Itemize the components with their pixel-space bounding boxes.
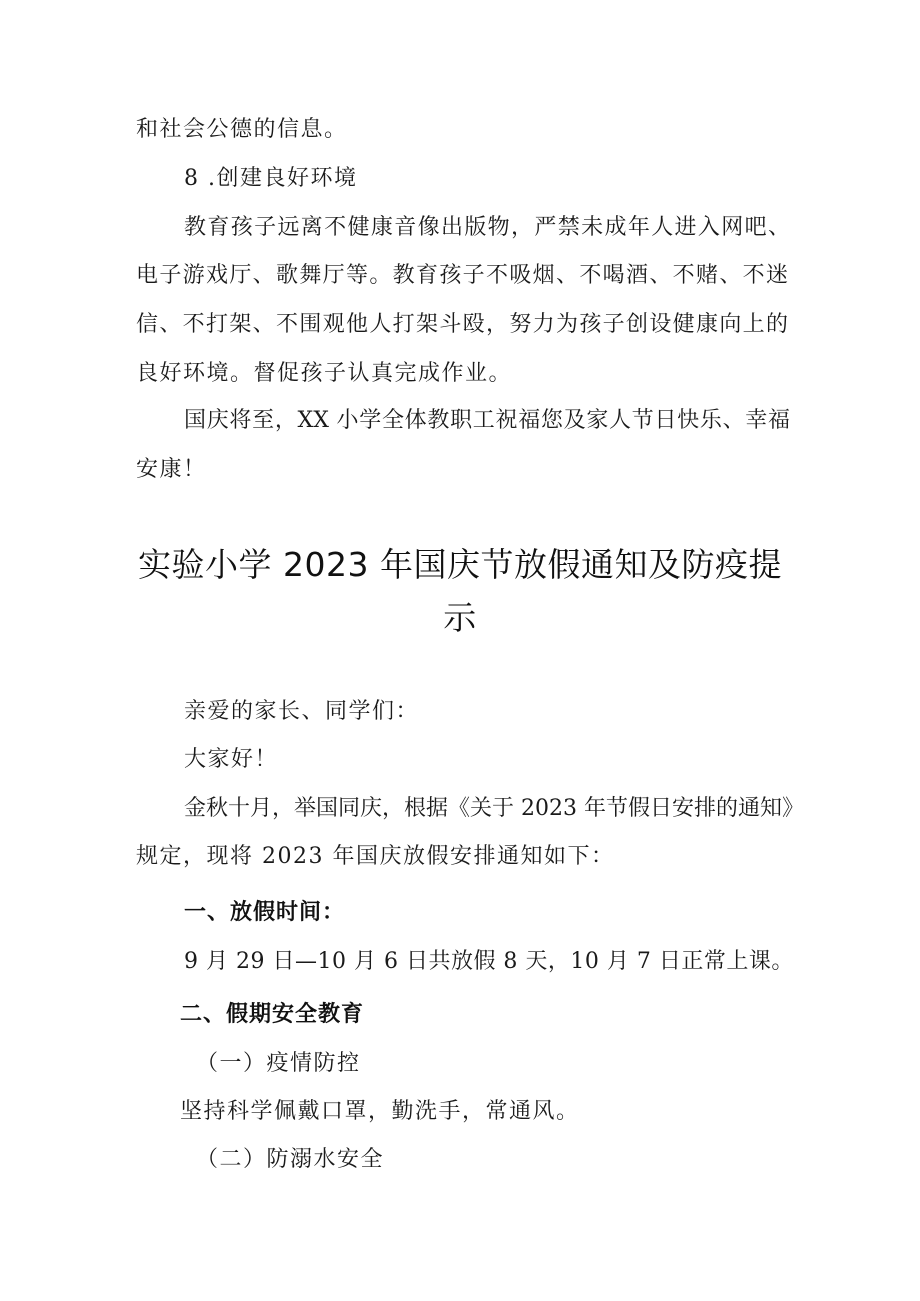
closing-line-2: 安康！ bbox=[136, 457, 207, 482]
section-1-text: 9 月 29 日—10 月 6 日共放假 8 天，10 月 7 日正常上课。 bbox=[184, 949, 794, 974]
intro-line-2: 规定，现将 2023 年国庆放假安排通知如下： bbox=[136, 844, 615, 869]
notice-title-line-2: 示 bbox=[443, 598, 477, 637]
greeting: 亲爱的家长、同学们： bbox=[184, 699, 420, 724]
intro-line-1: 金秋十月，举国同庆，根据《关于 2023 年节假日安排的通知》 bbox=[184, 796, 804, 821]
subsection-1-heading: （一）疫情防控 bbox=[196, 1051, 361, 1076]
subsection-1-text: 坚持科学佩戴口罩，勤洗手，常通风。 bbox=[180, 1099, 580, 1124]
section-8-para-line-3: 信、不打架、不围观他人打架斗殴，努力为孩子创设健康向上的 bbox=[136, 312, 788, 337]
closing-line-1: 国庆将至，XX 小学全体教职工祝福您及家人节日快乐、幸福 bbox=[184, 408, 790, 433]
continuation-line: 和社会公德的信息。 bbox=[136, 117, 348, 142]
section-8-para-line-4: 良好环境。督促孩子认真完成作业。 bbox=[136, 361, 513, 386]
notice-title-line-1: 实验小学 2023 年国庆节放假通知及防疫提 bbox=[138, 545, 782, 584]
section-8-para-line-2: 电子游戏厅、歌舞厅等。教育孩子不吸烟、不喝酒、不赌、不迷 bbox=[136, 263, 788, 288]
section-1-heading: 一、放假时间： bbox=[184, 900, 346, 925]
section-2-heading: 二、假期安全教育 bbox=[180, 1002, 365, 1027]
subsection-2-heading: （二）防溺水安全 bbox=[196, 1147, 385, 1172]
section-8-para-line-1: 教育孩子远离不健康音像出版物，严禁未成年人进入网吧、 bbox=[184, 215, 790, 240]
section-8-heading: 8 .创建良好环境 bbox=[184, 166, 358, 191]
hello: 大家好！ bbox=[184, 747, 279, 772]
